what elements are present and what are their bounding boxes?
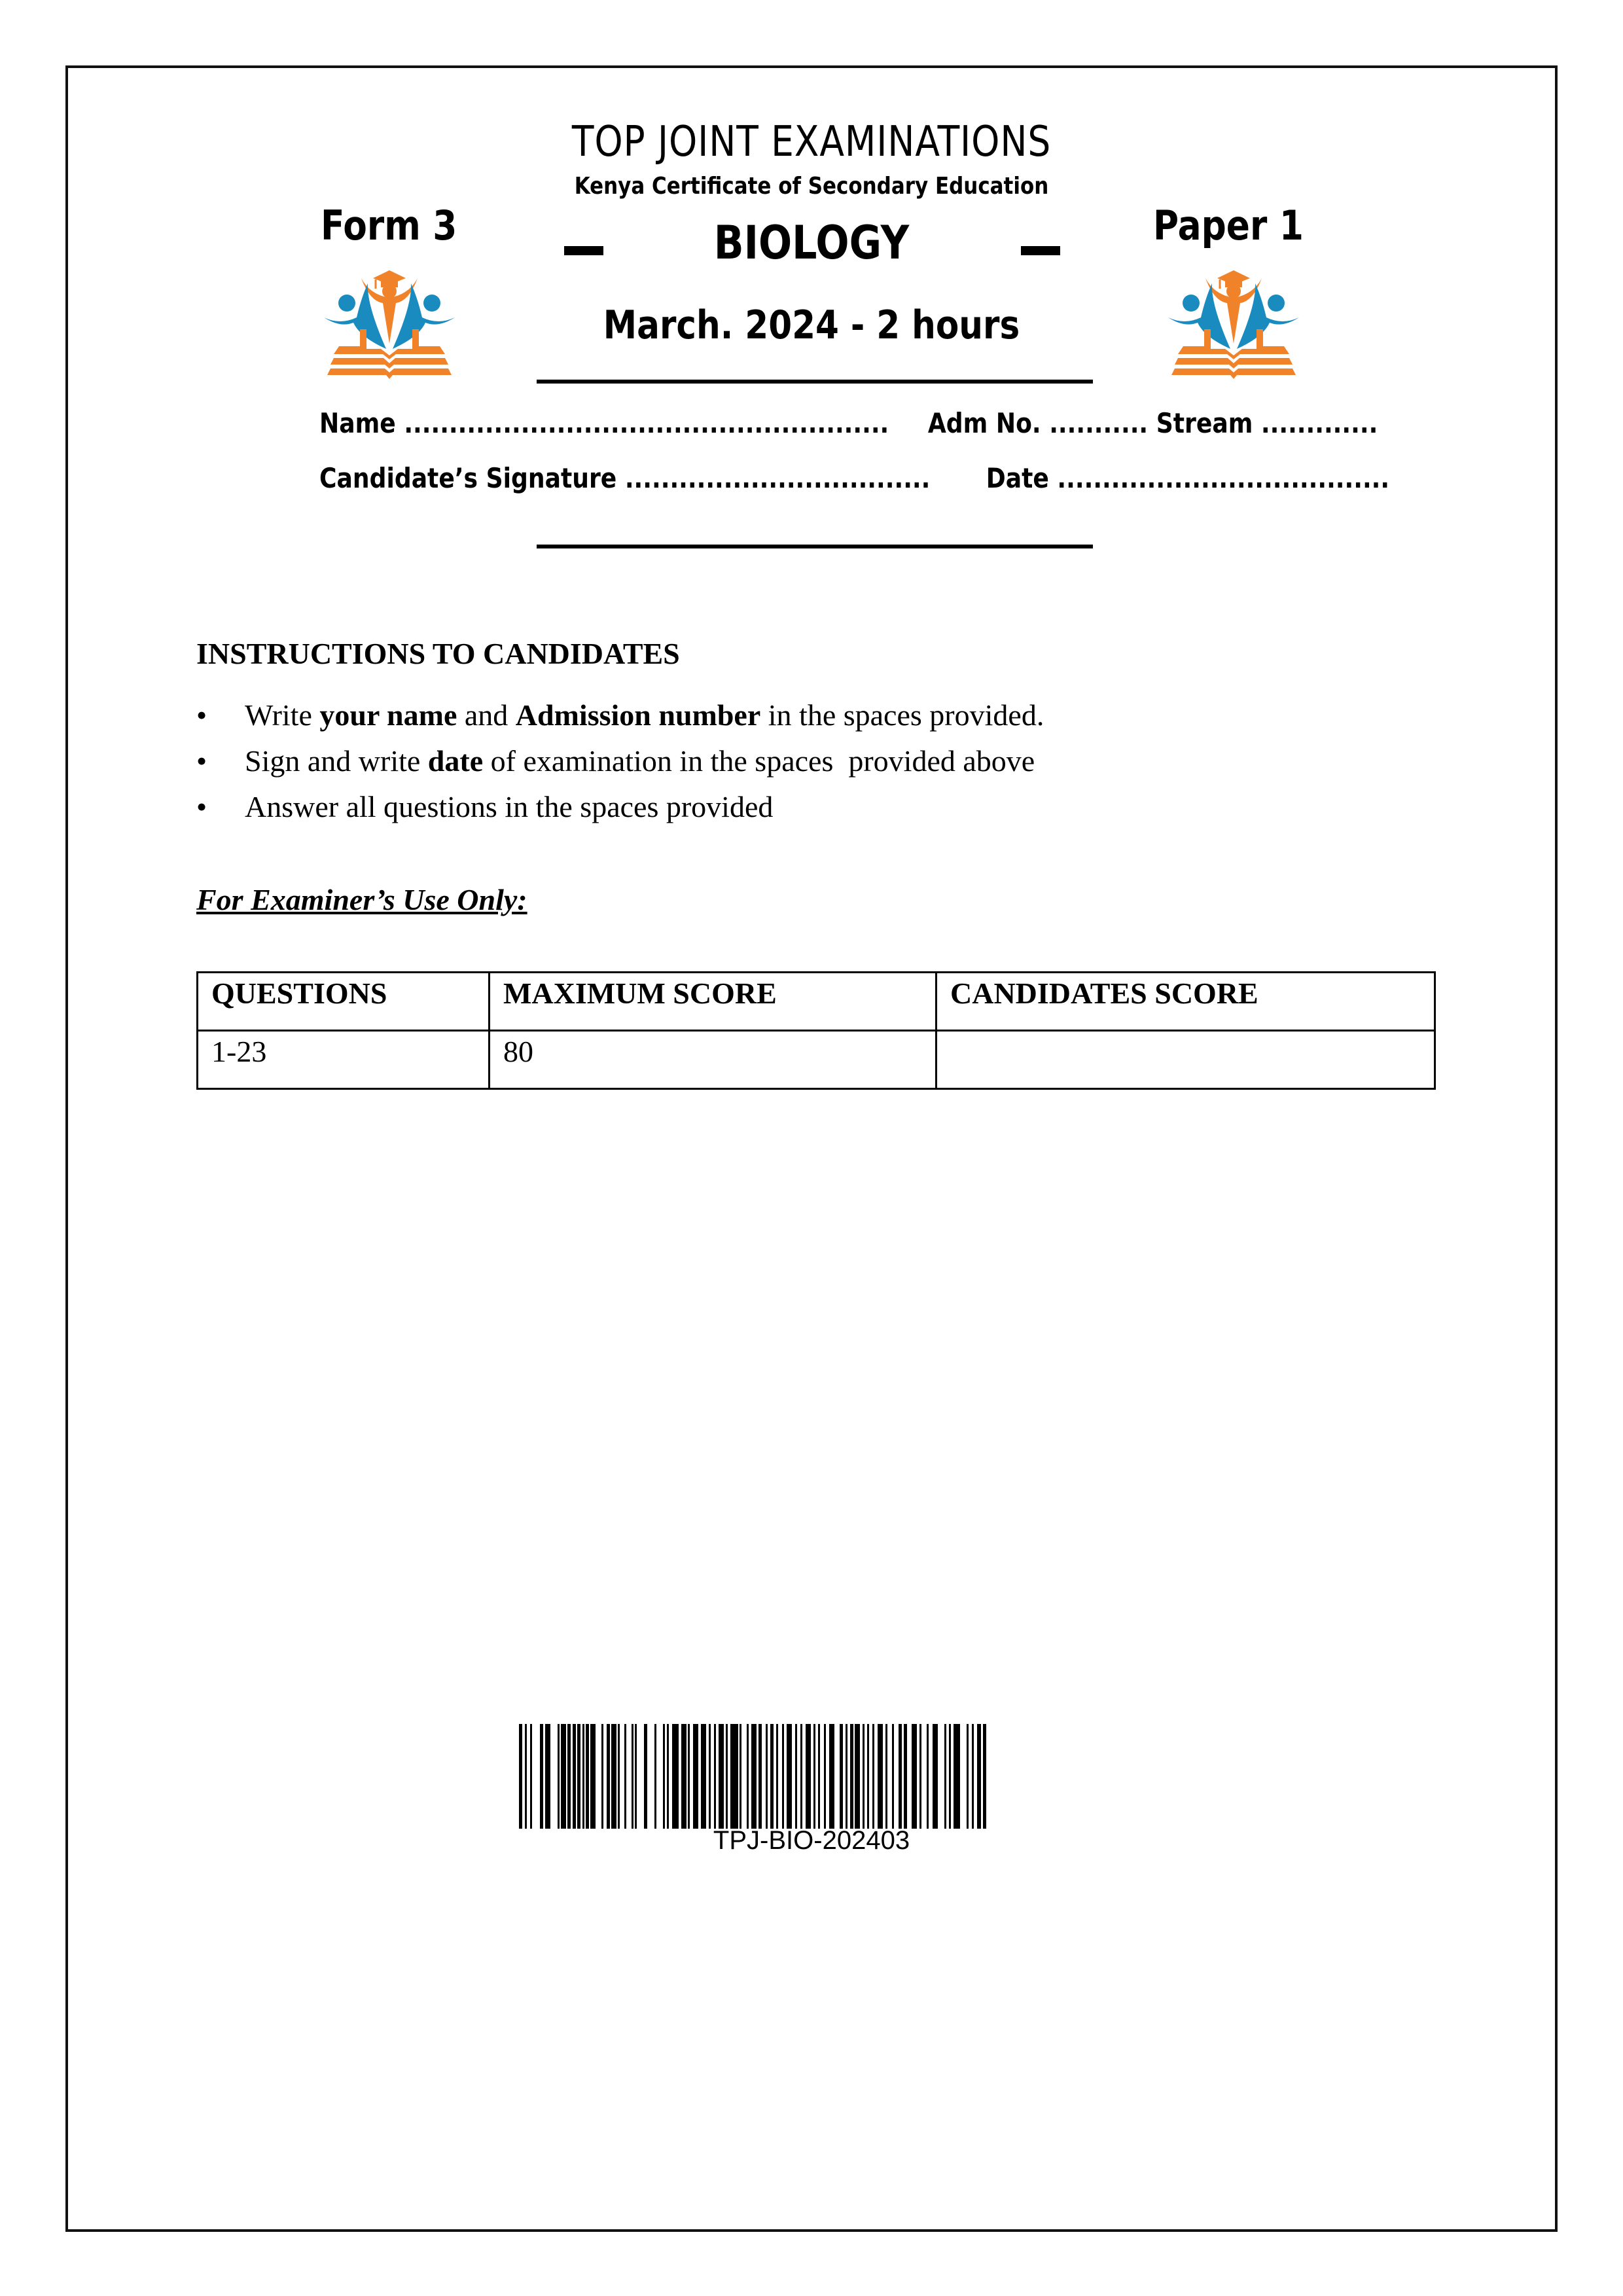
score-table: [196, 971, 1436, 1090]
instruction-text-bold: date: [427, 744, 484, 778]
stream-label: Stream: [1156, 407, 1253, 439]
adm-no-field[interactable]: ...........: [1049, 407, 1149, 439]
instruction-text: Answer all questions in the spaces provided: [245, 790, 774, 823]
instruction-text: of examination in the spaces provided above: [483, 744, 1035, 778]
header-rule-bottom: [537, 545, 1093, 548]
bullet-icon: •: [196, 744, 207, 778]
instruction-text-bold: Admission number: [515, 698, 761, 732]
instruction-item: [196, 738, 1044, 784]
candidate-fields-row-2: [319, 462, 1389, 494]
instruction-text: in the spaces provided.: [760, 698, 1044, 732]
exam-date-duration: March. 2024 - 2 hours: [603, 302, 1020, 348]
exam-body-title: TOP JOINT EXAMINATIONS: [571, 118, 1052, 166]
paper-label: Paper 1: [1153, 202, 1304, 249]
name-field[interactable]: ......................................................: [404, 407, 889, 439]
page-border: [65, 65, 1558, 2232]
instruction-text: and: [457, 698, 516, 732]
signature-field[interactable]: ..................................: [624, 462, 931, 494]
signature-label: Candidate’s Signature: [319, 462, 617, 494]
instruction-text: Sign and write: [245, 744, 428, 778]
column-header-questions: QUESTIONS: [198, 973, 490, 1031]
candidate-fields-row-1: [319, 407, 1378, 439]
examiner-use-heading: For Examiner’s Use Only:: [196, 883, 527, 916]
instruction-item: [196, 692, 1044, 738]
date-field[interactable]: .....................................: [1057, 462, 1390, 494]
barcode-text: TPJ-BIO-202403: [713, 1826, 910, 1855]
instruction-text-bold: your name: [319, 698, 457, 732]
cell-maximum-score: 80: [490, 1031, 936, 1089]
adm-no-label: Adm No.: [927, 407, 1041, 439]
instructions-heading: INSTRUCTIONS TO CANDIDATES: [196, 637, 680, 670]
dash-right: [1021, 246, 1060, 255]
column-header-maximum-score: MAXIMUM SCORE: [490, 973, 936, 1031]
column-header-candidates-score: CANDIDATES SCORE: [936, 973, 1435, 1031]
form-label: Form 3: [321, 202, 457, 249]
bullet-icon: •: [196, 790, 207, 823]
stream-field[interactable]: .............: [1260, 407, 1378, 439]
instruction-text: Write: [245, 698, 320, 732]
cell-questions: 1-23: [198, 1031, 490, 1089]
date-label: Date: [986, 462, 1049, 494]
instructions-list: [196, 692, 1044, 830]
barcode-icon: [519, 1724, 986, 1829]
table-header-row: [198, 973, 1435, 1031]
certificate-subtitle: Kenya Certificate of Secondary Education: [574, 173, 1049, 200]
cell-candidates-score[interactable]: [936, 1031, 1435, 1089]
header-rule-top: [537, 380, 1093, 384]
instruction-item: [196, 784, 1044, 830]
table-row: [198, 1031, 1435, 1089]
bullet-icon: •: [196, 698, 207, 732]
subject-title: BIOLOGY: [713, 216, 910, 270]
name-label: Name: [319, 407, 396, 439]
